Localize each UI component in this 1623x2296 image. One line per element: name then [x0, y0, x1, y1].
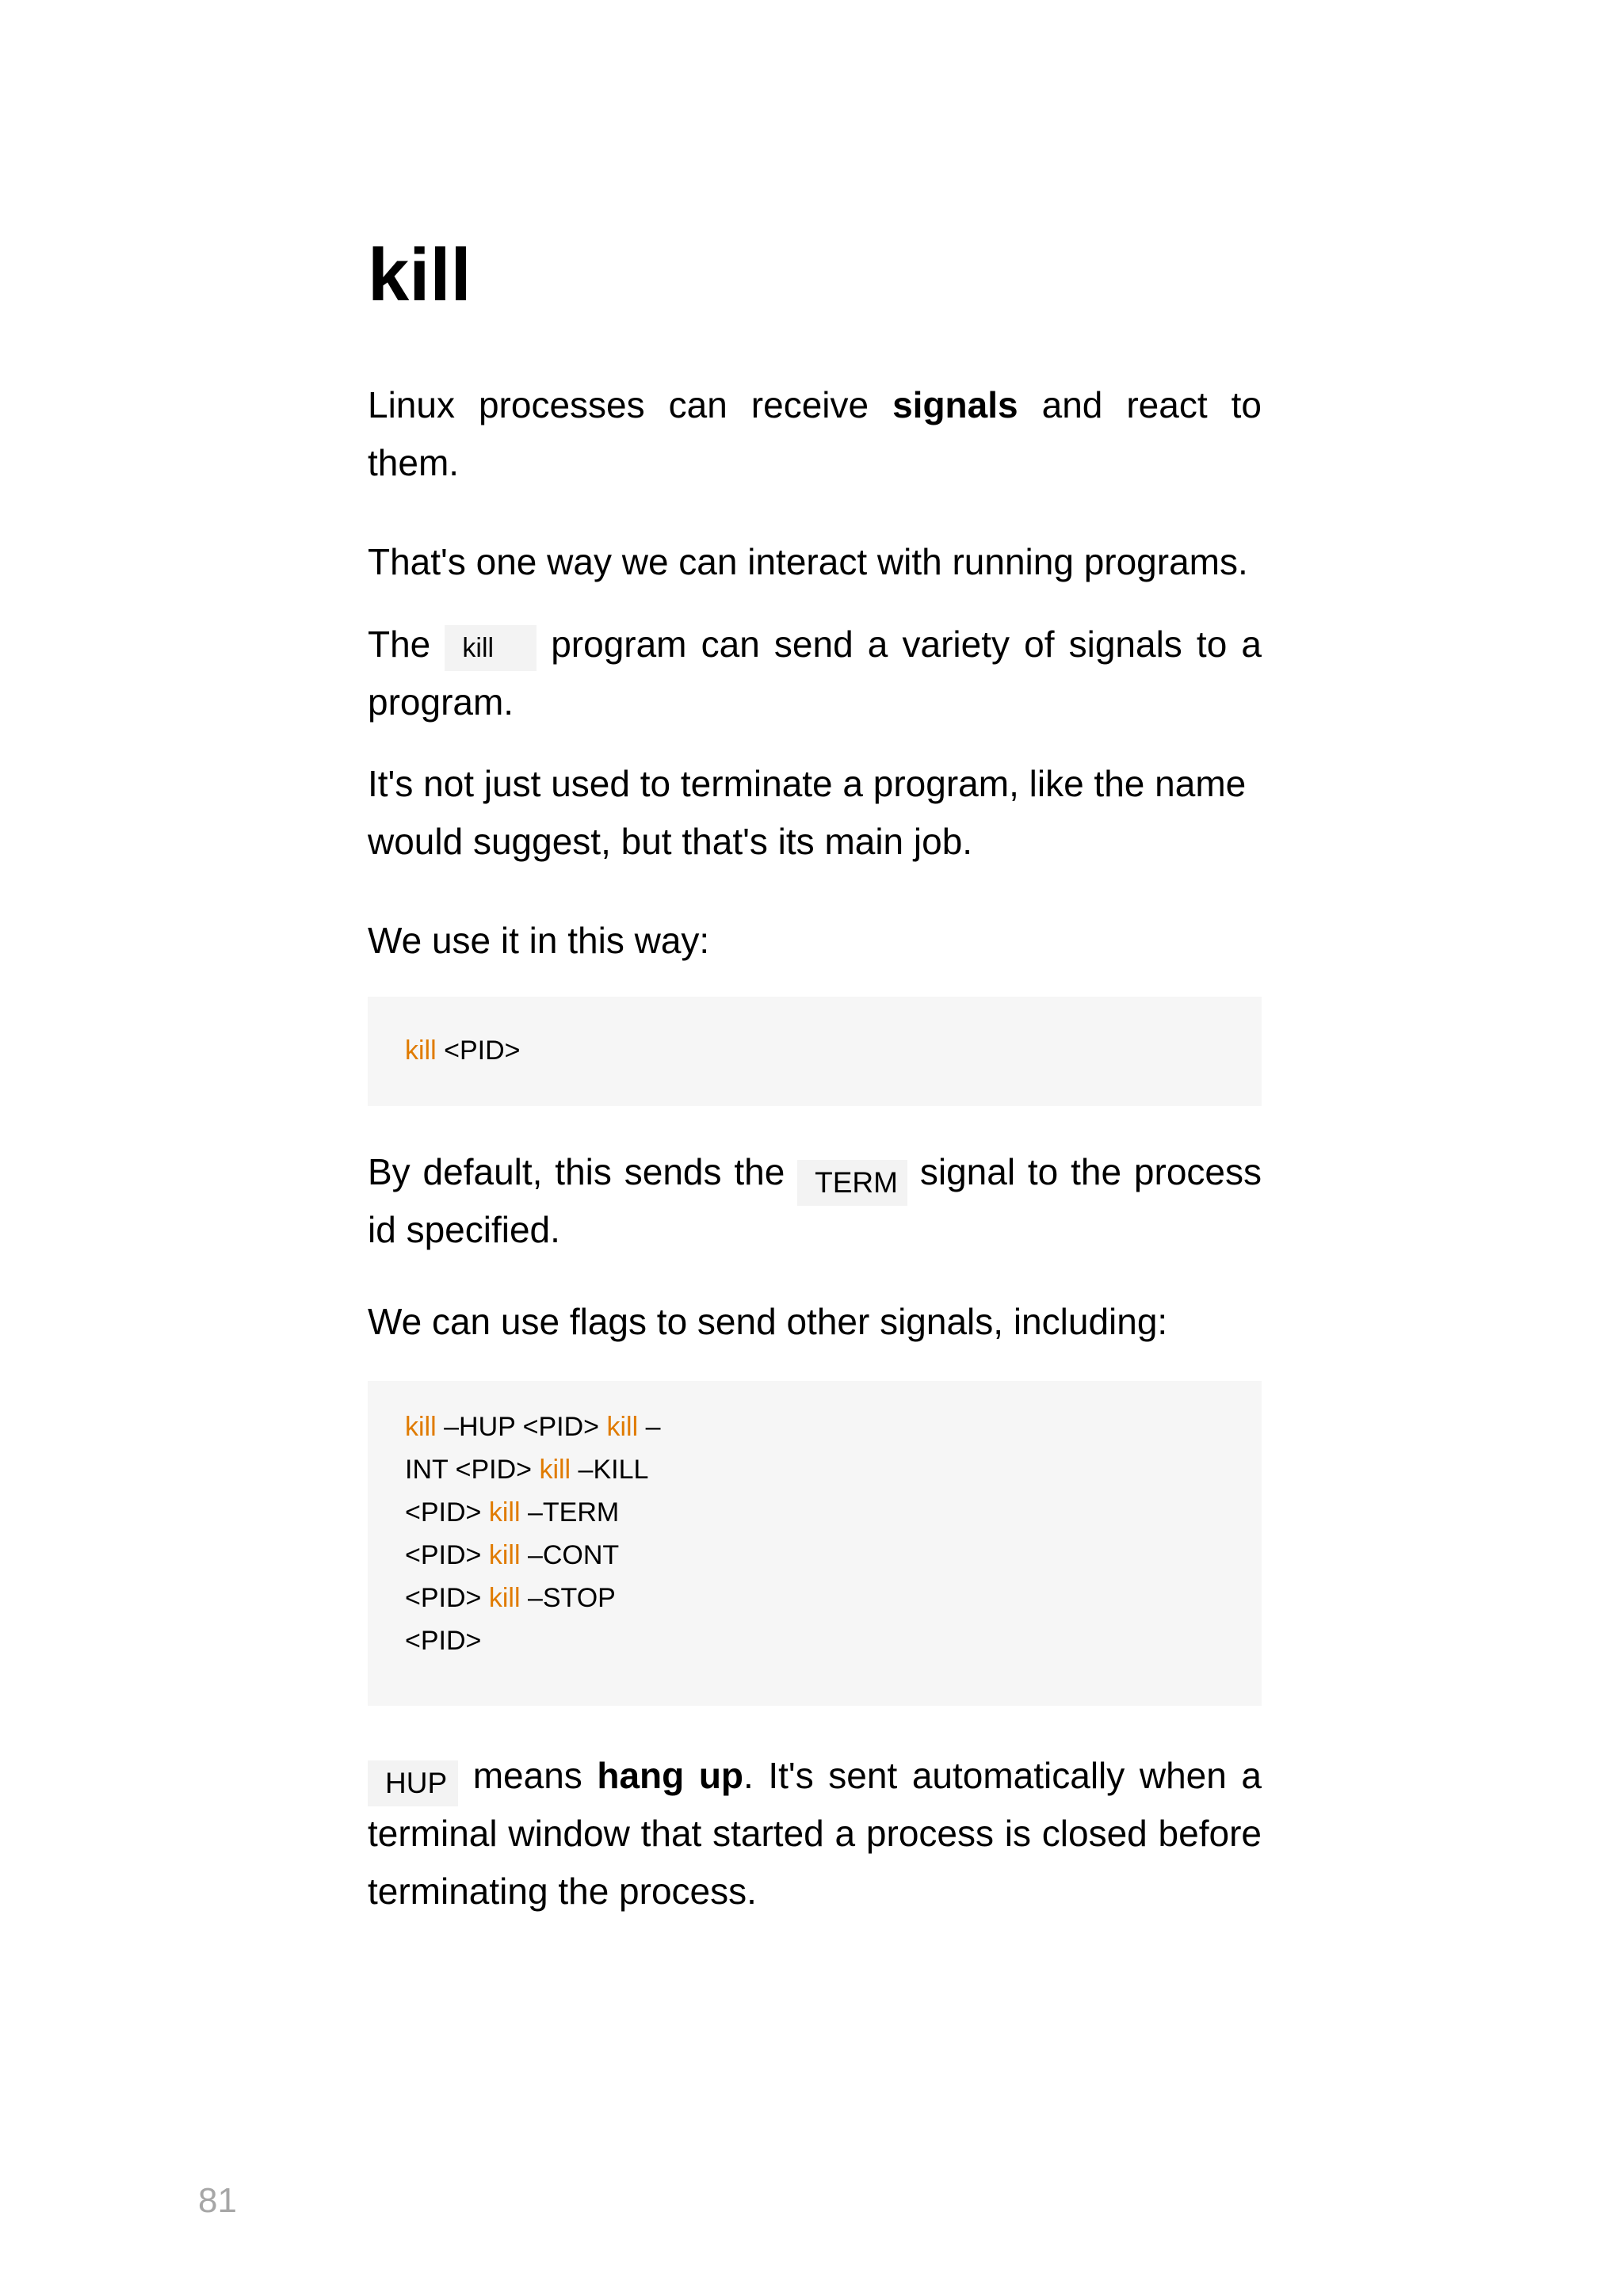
code-text: –CONT	[520, 1540, 620, 1570]
code-text: –TERM	[520, 1497, 620, 1527]
code-text: INT <PID>	[405, 1455, 540, 1485]
inline-code-hup: HUP	[368, 1760, 458, 1806]
code-line	[405, 1029, 1262, 1072]
code-block-usage	[368, 997, 1262, 1106]
paragraph-text: means	[458, 1755, 598, 1796]
paragraph-signals	[368, 376, 1262, 492]
code-line	[405, 1491, 1262, 1534]
code-keyword: kill	[488, 1497, 521, 1527]
page-title: kill	[368, 233, 472, 316]
code-line	[405, 1405, 1262, 1448]
code-text: <PID>	[405, 1626, 482, 1656]
code-text: <PID>	[405, 1540, 489, 1570]
bold-term-hang-up: hang up	[597, 1755, 744, 1796]
code-text: –KILL	[571, 1455, 649, 1485]
paragraph-default-term	[368, 1143, 1262, 1259]
code-text: <PID>	[405, 1583, 489, 1613]
code-keyword: kill	[539, 1455, 571, 1485]
paragraph-text: and react to them.	[368, 384, 1262, 483]
code-keyword: kill	[488, 1540, 521, 1570]
inline-code-kill: kill	[445, 625, 537, 671]
code-keyword: kill	[606, 1412, 639, 1442]
code-keyword: kill	[405, 1412, 437, 1442]
paragraph-usage: We use it in this way:	[368, 920, 710, 961]
paragraph-hup	[368, 1747, 1262, 1920]
paragraph-text: program can send a variety of signals to a program.	[368, 624, 1262, 723]
code-block-signals	[368, 1381, 1262, 1706]
paragraph-text: signal to the process id specified.	[368, 1151, 1262, 1250]
code-text: <PID>	[405, 1497, 489, 1527]
paragraph-text: The	[368, 624, 445, 665]
code-line	[405, 1577, 1262, 1619]
paragraph-text: Linux processes can receive	[368, 384, 893, 425]
paragraph-kill-program	[368, 616, 1262, 731]
paragraph-interact: That's one way we can interact with running programs.	[368, 541, 1248, 582]
paragraph-text: . It's sent automatically when a terminal window that started a process is closed before terminating the process.	[368, 1755, 1262, 1912]
inline-code-term: TERM	[797, 1160, 907, 1206]
paragraph-terminate: It's not just used to terminate a program, like the name would suggest, but that's its main job.	[368, 763, 1247, 862]
code-text: –STOP	[520, 1583, 616, 1613]
code-keyword: kill	[488, 1583, 521, 1613]
code-keyword: kill	[405, 1035, 437, 1066]
code-line	[405, 1448, 1262, 1491]
page-number: 81	[198, 2181, 237, 2220]
paragraph-text: By default, this sends the	[368, 1151, 798, 1192]
code-text: –	[638, 1412, 661, 1442]
code-text: –HUP <PID>	[436, 1412, 607, 1442]
code-line	[405, 1619, 1262, 1662]
code-line	[405, 1534, 1262, 1577]
code-text: <PID>	[436, 1035, 521, 1066]
bold-term-signals: signals	[892, 384, 1018, 425]
paragraph-flags: We can use flags to send other signals, including:	[368, 1301, 1168, 1342]
